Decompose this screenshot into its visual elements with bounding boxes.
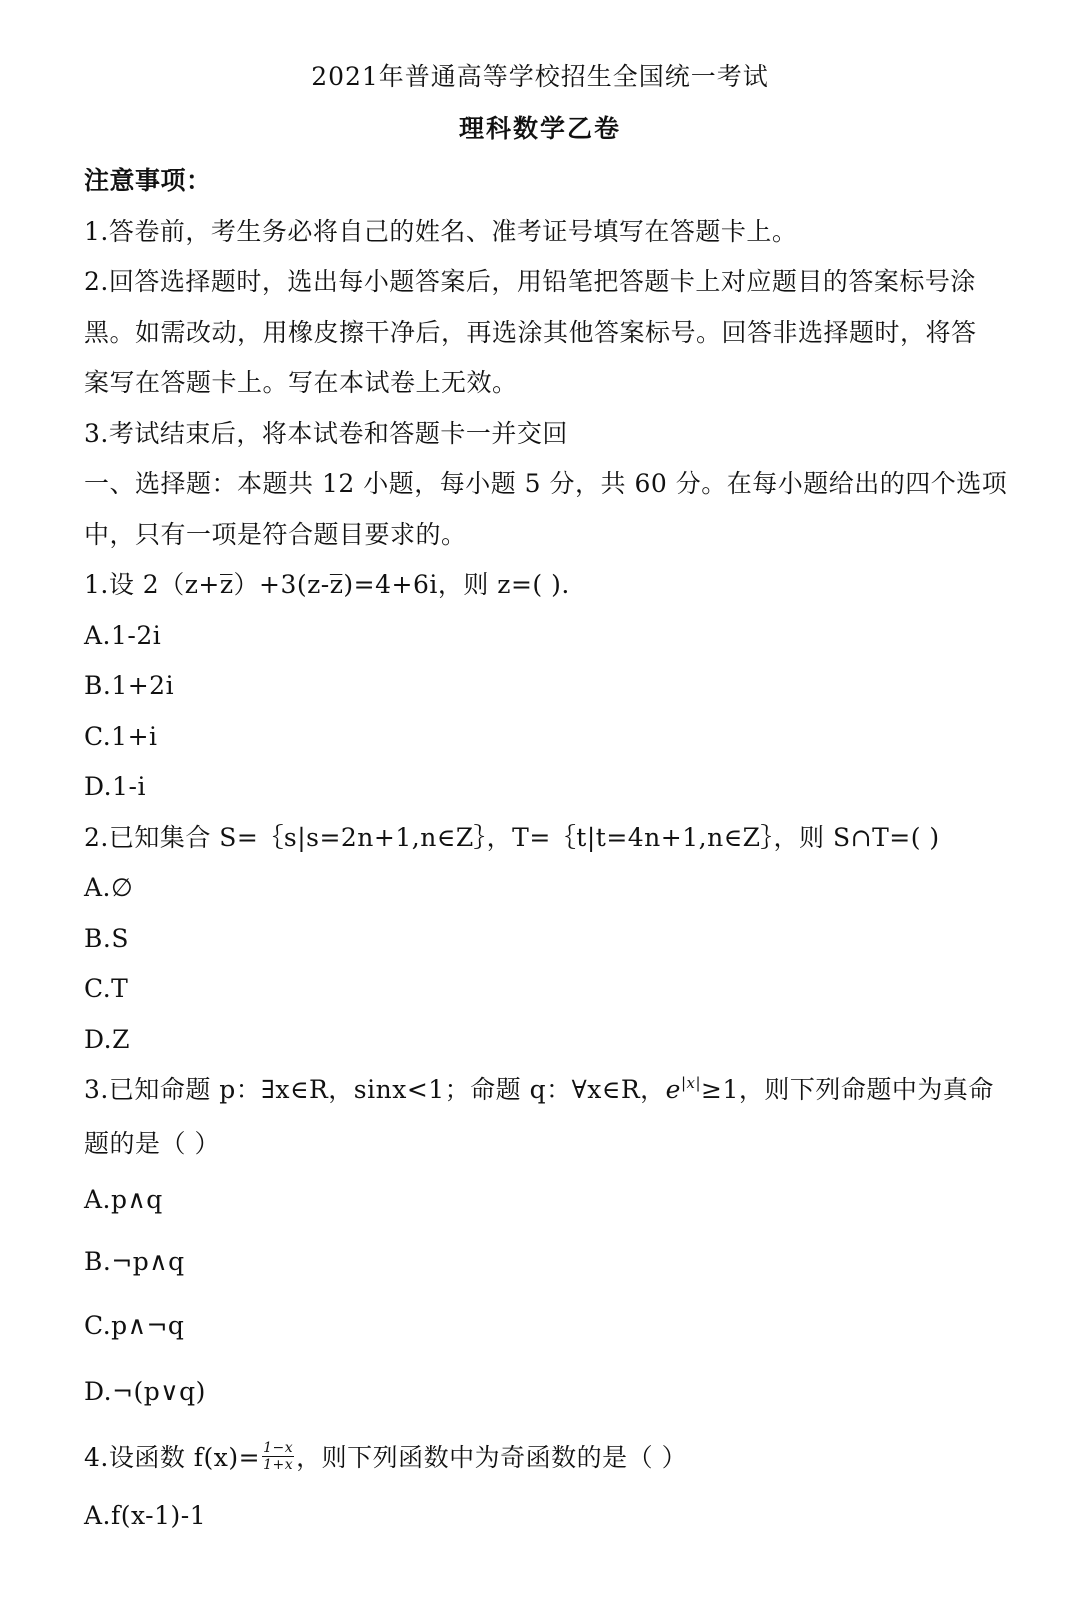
notice-item-3: 3.考试结束后，将本试卷和答题卡一并交回 bbox=[84, 418, 568, 448]
section-intro-line-1: 一、选择题：本题共 12 小题，每小题 5 分，共 60 分。在每小题给出的四个选项 bbox=[84, 469, 1008, 498]
notice-item-1: 1.答卷前，考生务必将自己的姓名、准考证号填写在答题卡上。 bbox=[84, 216, 798, 246]
question-2-option-b: B.S bbox=[84, 923, 129, 953]
fraction-numerator: 1−x bbox=[263, 1440, 294, 1456]
question-4-stem bbox=[84, 1425, 996, 1491]
question-3-option-d: D.¬(p∨q) bbox=[84, 1377, 206, 1406]
question-3-option-b: B.¬p∧q bbox=[84, 1247, 185, 1276]
question-1-option-a: A.1-2i bbox=[84, 620, 162, 650]
notice-heading: 注意事项： bbox=[84, 166, 212, 195]
question-2-option-a: A.∅ bbox=[84, 873, 134, 902]
question-2-option-c: C.T bbox=[84, 974, 129, 1003]
question-4-stem-suffix: ，则下列函数中为奇函数的是（ ） bbox=[296, 1443, 688, 1472]
question-4-option-a: A.f(x-1)-1 bbox=[84, 1501, 207, 1530]
question-3-stem-suffix: ≥1，则下列命题中为真命 bbox=[701, 1075, 994, 1104]
question-1-option-b: B.1+2i bbox=[84, 671, 175, 700]
question-3-stem bbox=[84, 1065, 996, 1119]
exponent-base: e bbox=[665, 1075, 681, 1104]
question-1-option-c: C.1+i bbox=[84, 721, 158, 751]
section-intro-line-2: 中，只有一项是符合题目要求的。 bbox=[84, 519, 467, 549]
question-3-stem-continuation: 题的是（ ） bbox=[84, 1128, 220, 1158]
question-1-stem: 1.设 2（z+z̅）+3(z-z̅)=4+6i，则 z=( ). bbox=[84, 570, 570, 599]
question-3-stem-prefix: 3.已知命题 p：∃x∈R，sinx<1；命题 q：∀x∈R， bbox=[84, 1075, 666, 1104]
exam-subtitle: 理科数学乙卷 bbox=[458, 114, 621, 143]
exponent-superscript: |x| bbox=[680, 1074, 702, 1092]
question-2-option-d: D.Z bbox=[84, 1024, 130, 1054]
question-4-stem-prefix: 4.设函数 f(x)= bbox=[84, 1443, 261, 1472]
fraction-denominator: 1+x bbox=[263, 1457, 294, 1473]
exam-title: 2021年普通高等学校招生全国统一考试 bbox=[311, 62, 769, 91]
question-1-option-d: D.1-i bbox=[84, 772, 146, 801]
question-3-option-c: C.p∧¬q bbox=[84, 1311, 185, 1340]
notice-item-2-line-3: 案写在答题卡上。写在本试卷上无效。 bbox=[84, 368, 518, 397]
question-2-stem: 2.已知集合 S=｛s|s=2n+1,n∈Z｝，T=｛t|t=4n+1,n∈Z｝，则 S∩T=( ) bbox=[84, 822, 940, 852]
question-3-option-a: A.p∧q bbox=[84, 1185, 163, 1214]
notice-item-2-line-2: 黑。如需改动，用橡皮擦干净后，再选涂其他答案标号。回答非选择题时，将答 bbox=[84, 317, 977, 347]
notice-item-2-line-1: 2.回答选择题时，选出每小题答案后，用铅笔把答题卡上对应题目的答案标号涂 bbox=[84, 267, 976, 296]
fraction bbox=[262, 1440, 294, 1473]
